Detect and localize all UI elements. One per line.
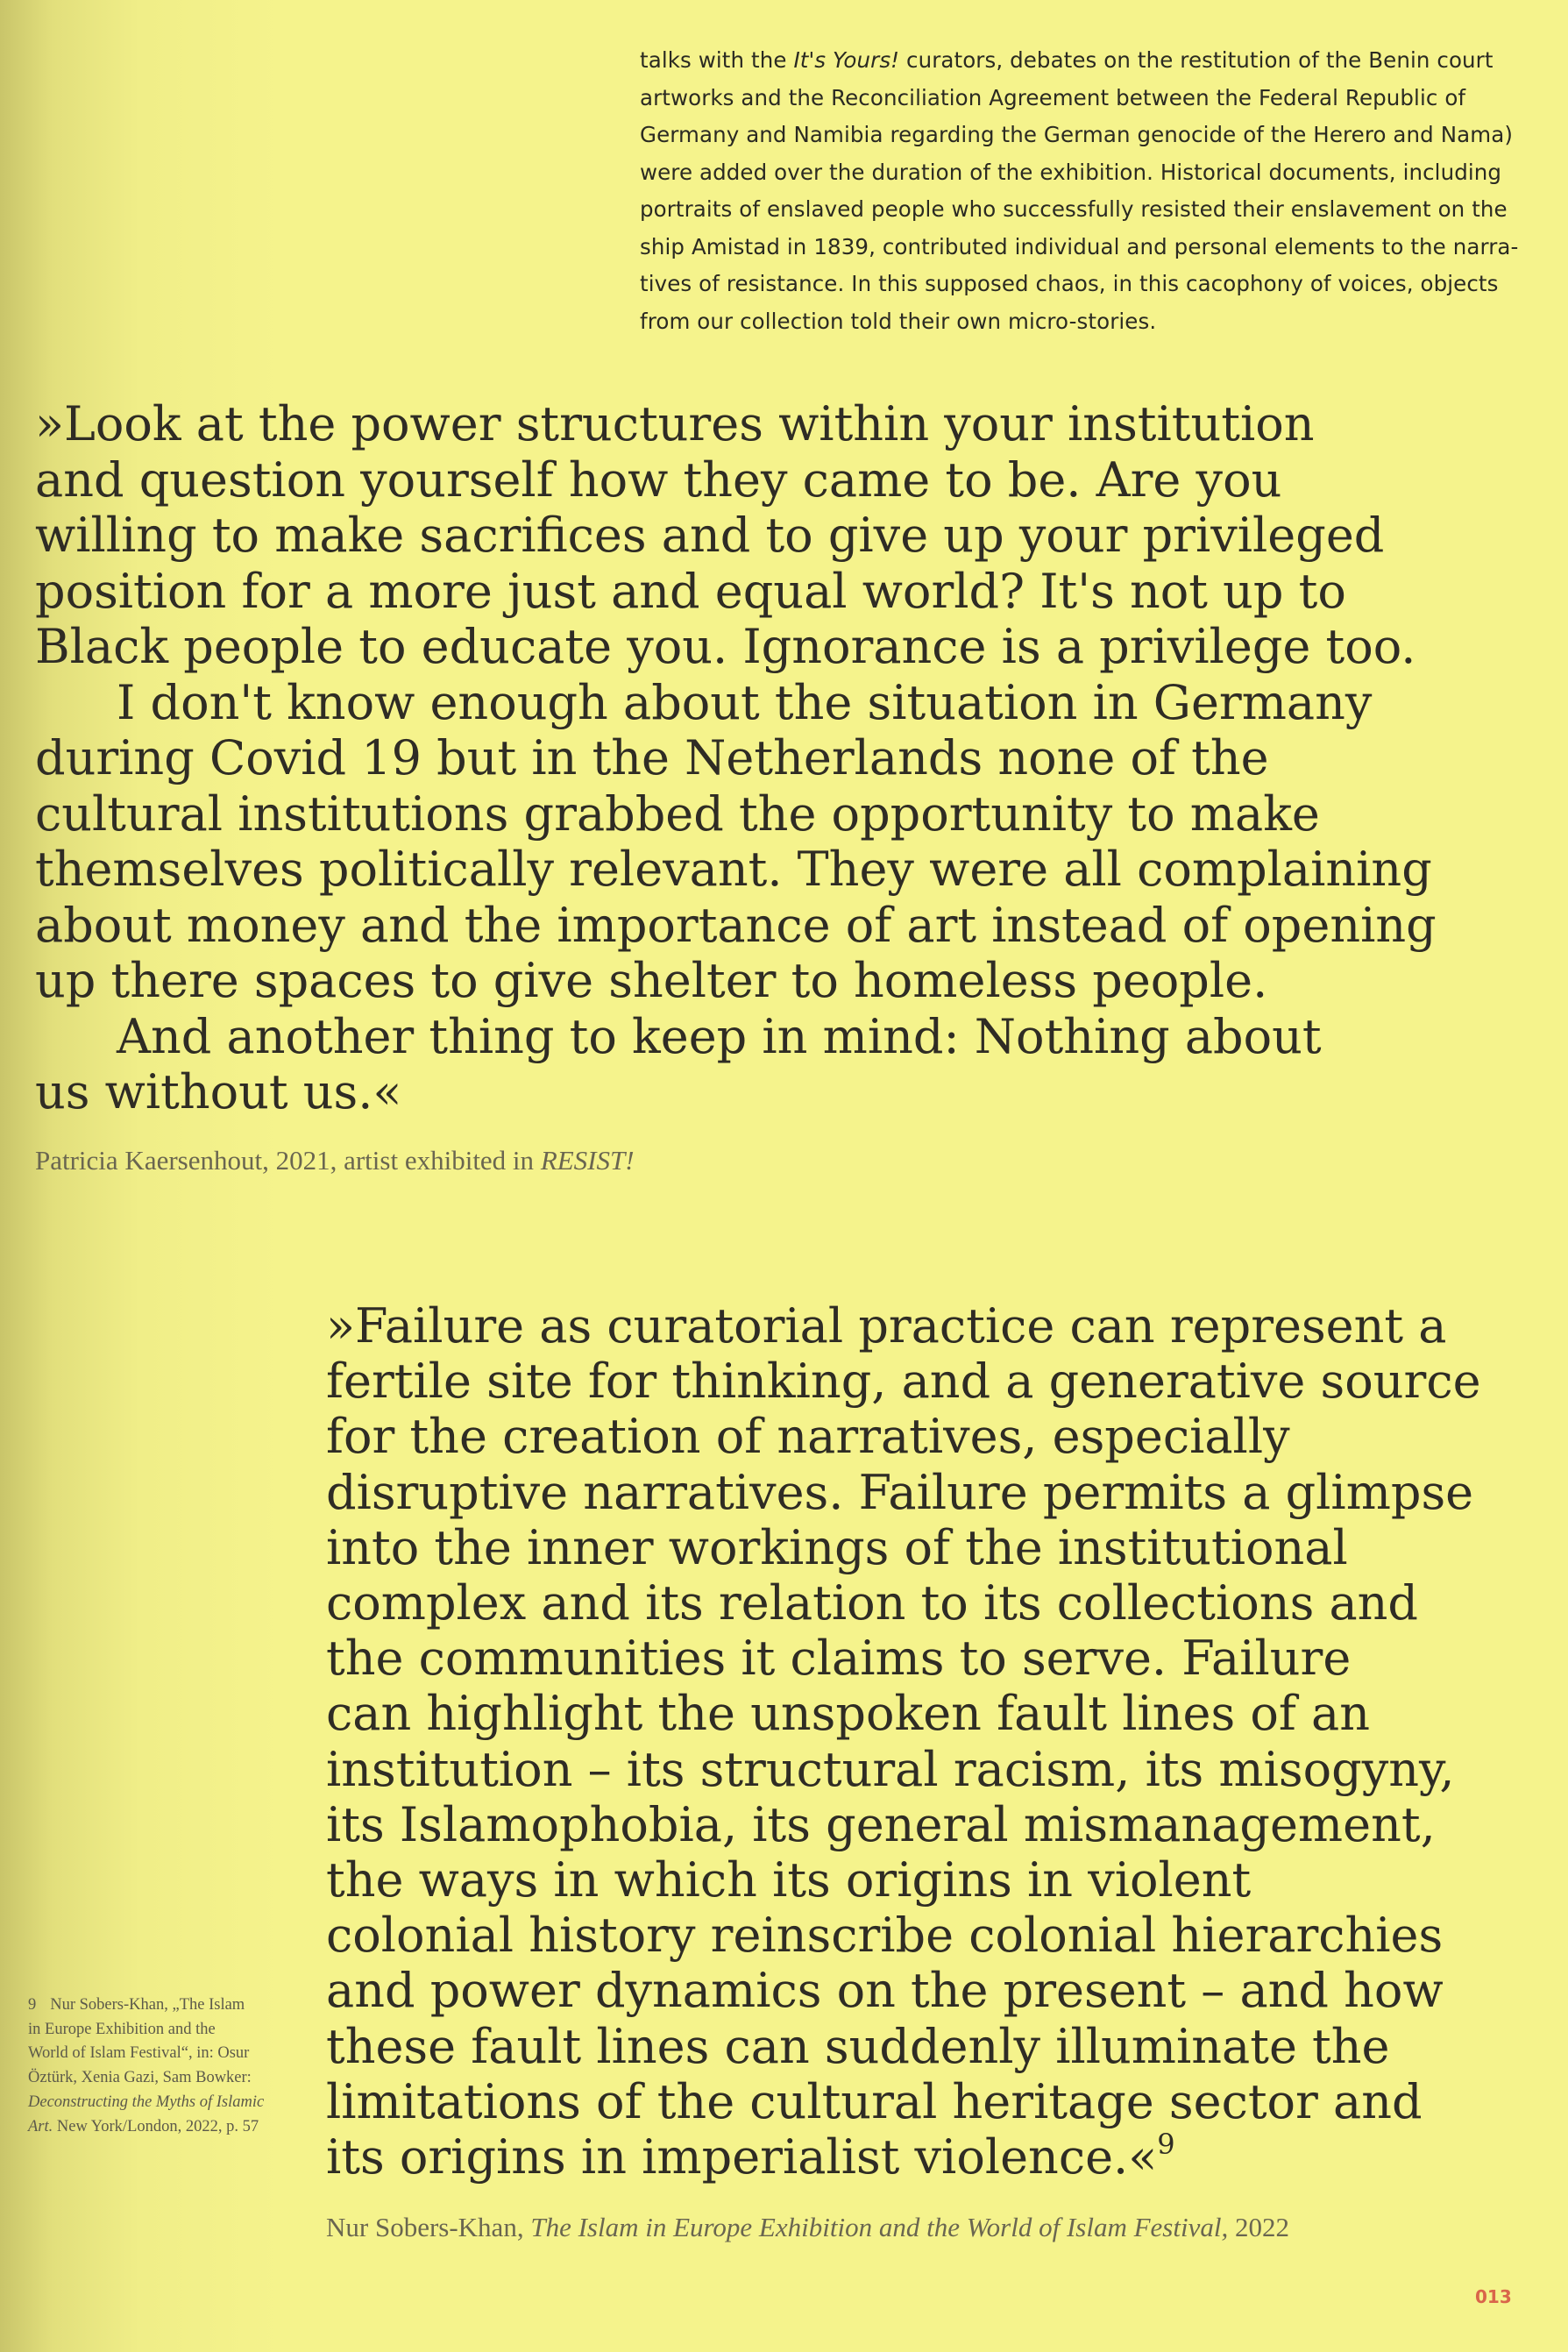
- quote-line: during Covid 19 but in the Netherlands none of the: [35, 730, 1269, 785]
- quote-line: and question yourself how they came to be. Are you: [35, 451, 1282, 508]
- footnote-9: 9 Nur Sobers-Khan, „The Islam in Europe Exhibition and the World of Islam Festival“, in: Osur Öztürk, Xenia Gazi, Sam Bowker: Deconstructing the Myths of Islamic Art. New York/London, 2022, p. 57: [28, 1996, 265, 2135]
- quote-line: for the creation of narratives, especially: [326, 1409, 1290, 1465]
- quote-line: and power dynamics on the present – and how: [326, 1963, 1444, 2019]
- page-number: 013: [1475, 2286, 1512, 2307]
- quote-line: I don't know enough about the situation in Germany: [117, 674, 1373, 730]
- quote-line: cultural institutions grabbed the opportunity to make: [35, 785, 1320, 842]
- footnote-number: 9: [28, 1996, 37, 2014]
- quote-line: institution – its structural racism, its misogyny,: [326, 1741, 1455, 1797]
- quote-line: »Failure as curatorial practice can represent a: [326, 1298, 1447, 1354]
- quote-line: up there spaces to give shelter to homeless people.: [35, 953, 1268, 1008]
- quote-line: the ways in which its origins in violent: [326, 1852, 1252, 1908]
- quote-line: colonial history reinscribe colonial hierarchies: [326, 1908, 1444, 1964]
- quote-line: themselves politically relevant. They were all complaining: [35, 842, 1432, 897]
- quote-line: disruptive narratives. Failure permits a glimpse: [326, 1464, 1474, 1520]
- quote-line: these fault lines can suddenly illuminate the: [326, 2018, 1390, 2074]
- intro-line: from our collection told their own micro-stories.: [640, 308, 1157, 334]
- quote-line: its Islamophobia, its general mismanagement,: [326, 1796, 1436, 1852]
- quote-line: Black people to educate you. Ignorance is a privilege too.: [35, 619, 1416, 674]
- intro-line: talks with the It's Yours! curators, debates on the restitution of the Benin court: [640, 47, 1494, 73]
- pull-quote-kaersenhout: [35, 396, 1437, 1120]
- intro-paragraph: [640, 42, 1525, 340]
- quote-line: fertile site for thinking, and a generative source: [326, 1354, 1481, 1410]
- quote-line: limitations of the cultural heritage sector and: [326, 2073, 1423, 2129]
- quote-line: us without us.«: [35, 1064, 402, 1119]
- quote-line: about money and the importance of art instead of opening: [35, 897, 1437, 953]
- intro-line: Germany and Namibia regarding the German genocide of the Herero and Nama): [640, 122, 1513, 147]
- intro-line: tives of resistance. In this supposed chaos, in this cacophony of voices, objects: [640, 271, 1499, 296]
- intro-line: artworks and the Reconciliation Agreement between the Federal Republic of: [640, 84, 1466, 110]
- publication-title: The Islam in Europe Exhibition and the World of Islam Festival,: [530, 2212, 1229, 2242]
- intro-line: were added over the duration of the exhibition. Historical documents, including: [640, 159, 1502, 185]
- quote-line: willing to make sacrifices and to give up your privileged: [35, 508, 1385, 563]
- quote-line: can highlight the unspoken fault lines of an: [326, 1686, 1370, 1742]
- intro-line: portraits of enslaved people who successfully resisted their enslavement on the: [640, 196, 1508, 222]
- footnote-reference[interactable]: 9: [1157, 2128, 1175, 2162]
- quote-line: its origins in imperialist violence.«$^9$: [326, 2128, 1175, 2185]
- quote-line: And another thing to keep in mind: Nothing about: [117, 1008, 1322, 1064]
- quote-line: into the inner workings of the institutional: [326, 1519, 1348, 1575]
- pull-quote-sobers-khan: [326, 1298, 1536, 2185]
- quote-attribution-sobers-khan: Nur Sobers-Khan, The Islam in Europe Exhibition and the World of Islam Festival, 2022: [326, 2212, 1289, 2242]
- quote-line: position for a more just and equal world? It's not up to: [35, 563, 1346, 619]
- exhibition-title: RESIST!: [540, 1145, 635, 1176]
- exhibition-title: It's Yours!: [793, 47, 900, 73]
- intro-line: ship Amistad in 1839, contributed individual and personal elements to the narra-: [640, 233, 1519, 259]
- quote-line: the communities it claims to serve. Failure: [326, 1631, 1352, 1687]
- quote-line: »Look at the power structures within your institution: [35, 396, 1315, 451]
- quote-attribution-kaersenhout: Patricia Kaersenhout, 2021, artist exhibited in RESIST!: [35, 1145, 635, 1176]
- quote-line: complex and its relation to its collections and: [326, 1575, 1418, 1631]
